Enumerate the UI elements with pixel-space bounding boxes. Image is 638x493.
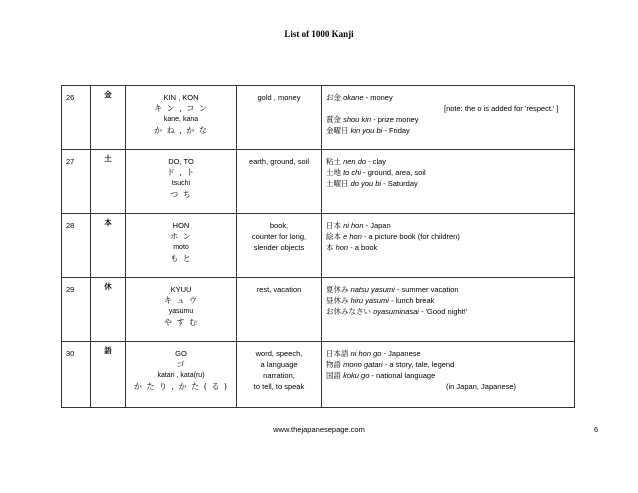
example-romaji: kin you bi (350, 126, 383, 135)
meaning-line: earth, ground, soil (248, 157, 310, 166)
meaning-line: gold , money (257, 93, 301, 102)
entry-number: 28 (62, 214, 91, 278)
example-line (326, 284, 574, 295)
meaning-line: rest, vacation (256, 285, 302, 294)
page-title: List of 1000 Kanji (284, 29, 354, 39)
on-reading-katakana: ホ ン (170, 232, 192, 241)
example-gloss: - ground, area, soil (363, 168, 426, 177)
example-line (326, 359, 574, 370)
meaning-line: book, (269, 221, 289, 230)
example-japanese: お金 (326, 93, 341, 102)
kun-reading-romaji: kane, kana (163, 116, 199, 123)
examples-cell (322, 86, 575, 150)
entry-number: 29 (62, 278, 91, 342)
example-romaji: hon (335, 243, 349, 252)
meaning-line: narration, (263, 371, 295, 380)
example-gloss: - a picture book (for children) (363, 232, 460, 241)
kun-reading-hiragana: つ ち (170, 190, 192, 199)
readings-cell (126, 150, 237, 214)
example-gloss: - Japanese (383, 349, 421, 358)
example-japanese: 土曜日 (326, 179, 349, 188)
examples-cell (322, 278, 575, 342)
kun-reading-hiragana: や す む (163, 318, 199, 327)
footer-url[interactable]: www.thejapanesepage.com (273, 425, 365, 434)
examples-cell (322, 150, 575, 214)
on-reading-katakana: キ ン , コ ン (154, 104, 208, 113)
readings-cell (126, 342, 237, 408)
example-gloss: - national language (371, 371, 436, 380)
example-line (326, 92, 574, 103)
readings-cell (126, 86, 237, 150)
example-romaji: ni hon go (350, 349, 382, 358)
example-line (326, 178, 574, 189)
example-romaji: oyasuminasai (373, 307, 419, 316)
example-gloss: - Friday (384, 126, 410, 135)
example-romaji: shou kin (343, 115, 372, 124)
on-reading-romaji: HON (172, 221, 190, 230)
meaning-cell (237, 214, 322, 278)
example-romaji: natsu yasumi (350, 285, 395, 294)
examples-cell (322, 214, 575, 278)
example-line (326, 242, 574, 253)
on-reading-romaji: KYUU (170, 285, 192, 294)
example-gloss: - 'Good night!' (421, 307, 468, 316)
example-japanese: 日本 (326, 221, 341, 230)
meaning-cell (237, 150, 322, 214)
example-japanese: 土地 (326, 168, 341, 177)
example-gloss: - a book (350, 243, 378, 252)
meaning-line: counter for long, (251, 232, 307, 241)
example-japanese: 粘土 (326, 157, 341, 166)
entry-number: 30 (62, 342, 91, 408)
kanji-character: 金 (91, 86, 126, 150)
meaning-line: word, speech, (255, 349, 303, 358)
kanji-table-body (62, 86, 575, 408)
kun-reading-hiragana: か ね , か な (154, 126, 208, 135)
example-japanese: お休みなさい (326, 307, 371, 316)
example-line (326, 306, 574, 317)
readings-cell (126, 278, 237, 342)
readings-cell (126, 214, 237, 278)
kun-reading-hiragana: か た り , か た ( る ) (133, 382, 229, 391)
example-gloss: - summer vacation (396, 285, 459, 294)
kanji-row (62, 214, 575, 278)
example-japanese: 金曜日 (326, 126, 349, 135)
example-line (326, 220, 574, 231)
example-gloss: - clay (368, 157, 387, 166)
example-romaji: to chi (343, 168, 362, 177)
example-note: [note: the o is added for 'respect.' ] (444, 104, 559, 113)
meaning-line: to tell, to speak (253, 382, 305, 391)
entry-number: 26 (62, 86, 91, 150)
kanji-row (62, 86, 575, 150)
example-line (326, 156, 574, 167)
meaning-cell (237, 342, 322, 408)
example-line (326, 103, 574, 114)
example-line (326, 114, 574, 125)
example-japanese: 本 (326, 243, 334, 252)
example-japanese: 賞金 (326, 115, 341, 124)
example-romaji: hiru yasumi (350, 296, 389, 305)
example-japanese: 日本語 (326, 349, 349, 358)
example-japanese: 国語 (326, 371, 341, 380)
on-reading-romaji: GO (175, 349, 187, 358)
kanji-row (62, 150, 575, 214)
example-romaji: ni hon (343, 221, 364, 230)
examples-cell (322, 342, 575, 408)
example-line (326, 167, 574, 178)
on-reading-romaji: KIN , KON (163, 93, 199, 102)
kanji-row (62, 342, 575, 408)
meaning-line: slender objects (253, 243, 305, 252)
on-reading-katakana: ゴ (176, 360, 186, 369)
example-line (326, 295, 574, 306)
example-gloss: - a story, tale, legend (384, 360, 455, 369)
example-romaji: do you bi (350, 179, 382, 188)
kun-reading-romaji: yasumu (168, 308, 194, 315)
example-japanese: 夏休み (326, 285, 349, 294)
meaning-line: a language (260, 360, 298, 369)
kanji-character: 本 (91, 214, 126, 278)
example-romaji: e hon (343, 232, 362, 241)
example-continuation: (in Japan, Japanese) (446, 382, 517, 391)
page-number: 6 (594, 425, 599, 434)
kanji-character: 休 (91, 278, 126, 342)
example-japanese: 昼休み (326, 296, 349, 305)
example-romaji: mono gatari (343, 360, 383, 369)
example-gloss: - lunch break (391, 296, 435, 305)
example-line (326, 125, 574, 136)
meaning-cell (237, 86, 322, 150)
example-romaji: okane (343, 93, 364, 102)
kun-reading-romaji: moto (173, 244, 189, 251)
example-japanese: 絵本 (326, 232, 341, 241)
example-romaji: koku go (343, 371, 370, 380)
meaning-cell (237, 278, 322, 342)
example-line (326, 348, 574, 359)
kun-reading-romaji: katari , kata(ru) (157, 372, 205, 379)
on-reading-romaji: DO, TO (168, 157, 194, 166)
kun-reading-romaji: tsuchi (171, 180, 191, 187)
example-gloss: - Saturday (383, 179, 418, 188)
on-reading-katakana: ド , ト (166, 168, 196, 177)
example-gloss: - prize money (373, 115, 419, 124)
example-gloss: - Japan (365, 221, 391, 230)
kanji-character: 土 (91, 150, 126, 214)
example-line (326, 370, 574, 381)
kun-reading-hiragana: も と (170, 254, 192, 263)
on-reading-katakana: キ ュ ウ (163, 296, 199, 305)
example-romaji: nen do (343, 157, 367, 166)
kanji-character: 語 (91, 342, 126, 408)
example-japanese: 物語 (326, 360, 341, 369)
example-gloss: - money (365, 93, 393, 102)
kanji-table (61, 85, 575, 408)
example-line (326, 231, 574, 242)
example-line (326, 381, 574, 392)
entry-number: 27 (62, 150, 91, 214)
kanji-row (62, 278, 575, 342)
